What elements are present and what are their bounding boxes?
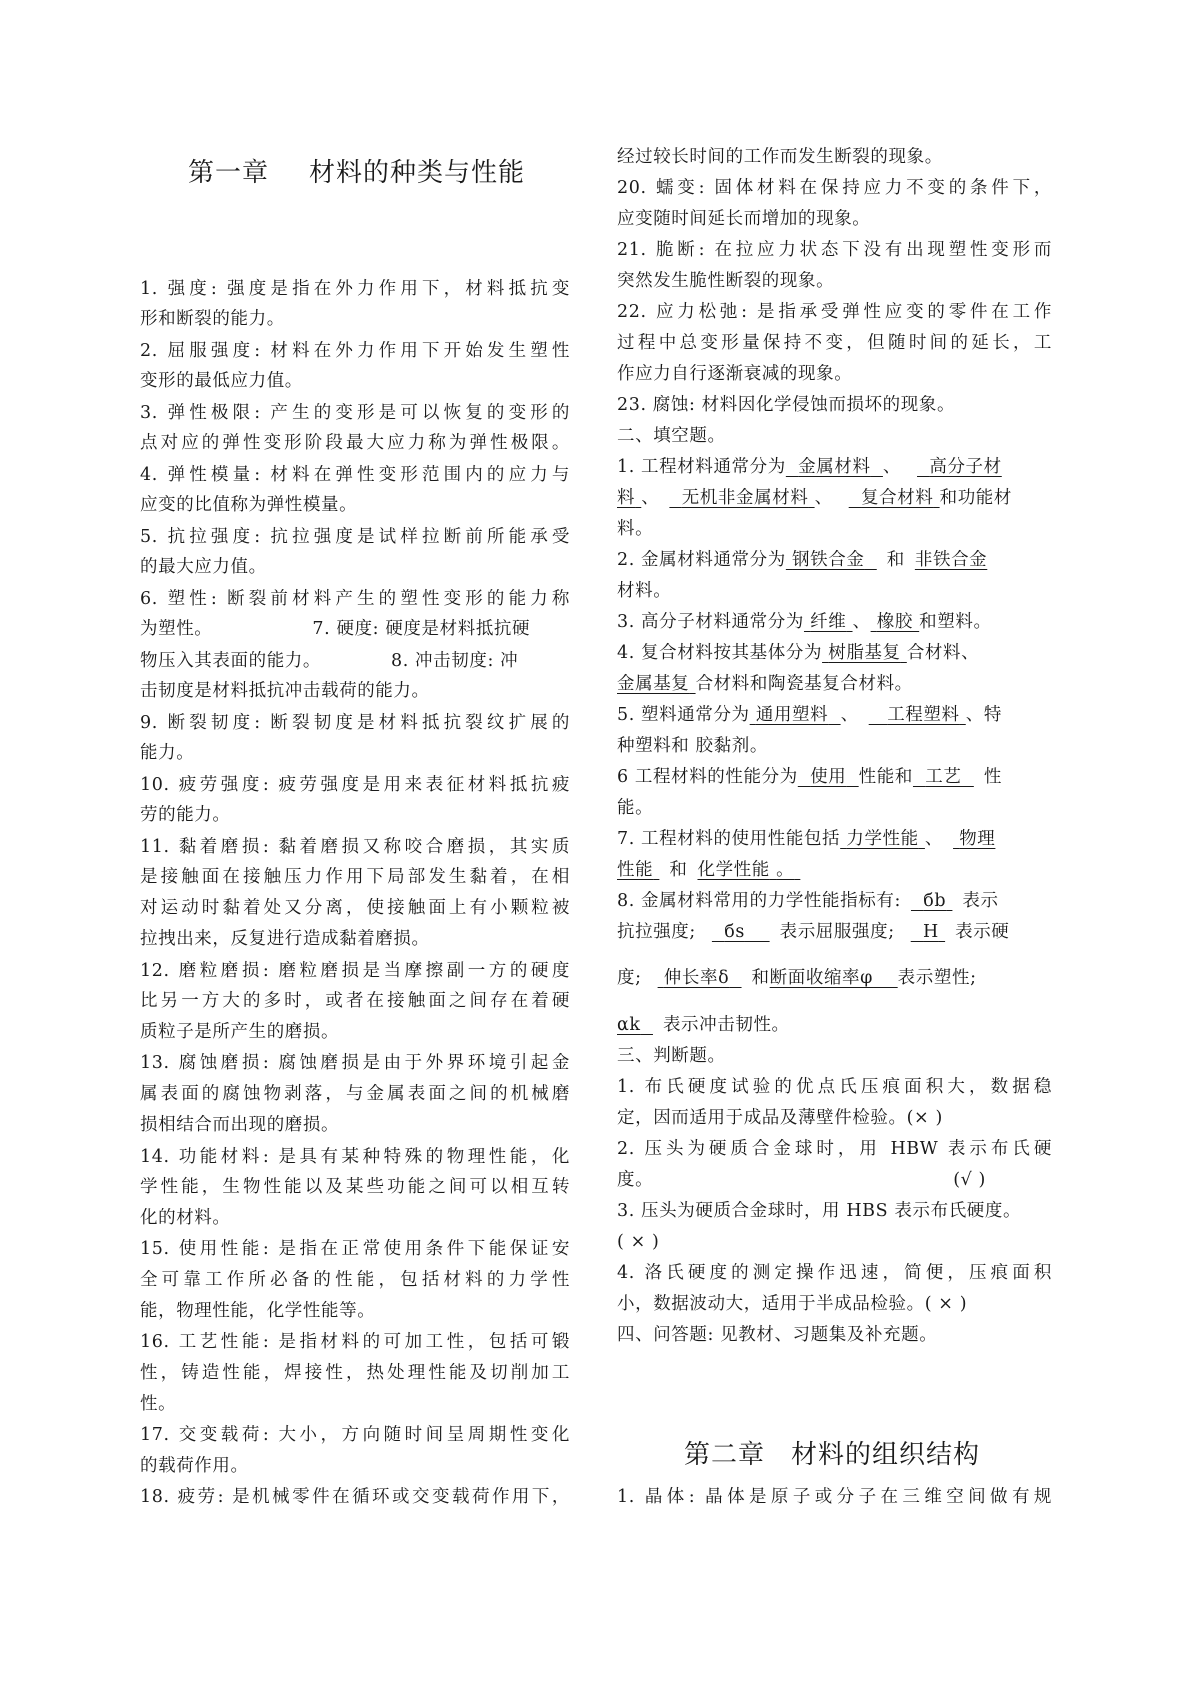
fill-q8-line2: 抗拉强度; бs 表示屈服强度; H 表示硬 — [617, 922, 1010, 942]
judge-line: 小，数据波动大，适用于半成品检验。( × ) — [617, 1294, 968, 1314]
fill-answer: H — [923, 922, 939, 942]
fill-answer: бb — [923, 891, 947, 911]
definition-line: 形和断裂的能力。 — [140, 309, 285, 329]
definition-line: 1. 强度: 强度是指在外力作用下，材料抵抗变 — [140, 279, 570, 299]
definition-line: 损相结合而出现的磨损。 — [140, 1115, 340, 1135]
definition-line: 经过较长时间的工作而发生断裂的现象。 — [617, 147, 943, 167]
definition-line: 能力。 — [140, 743, 195, 763]
fill-answer: 树脂基复 — [828, 643, 901, 663]
fill-q4-line1: 4. 复合材料按其基体分为 树脂基复 合材料、 — [617, 643, 980, 663]
fill-answer: 断面收缩率φ — [769, 968, 874, 988]
definition-line: 23. 腐蚀: 材料因化学侵蚀而损坏的现象。 — [617, 395, 956, 415]
definition-line: 比另一方大的多时，或者在接触面之间存在着硬 — [140, 991, 570, 1011]
fill-answer: 高分子材 — [929, 457, 1002, 477]
fill-q1-line3: 料。 — [617, 519, 654, 539]
fill-answer: 工程塑料 — [887, 705, 960, 725]
definition-line: 9. 断裂韧度: 断裂韧度是材料抵抗裂纹扩展的 — [140, 713, 570, 733]
judge-line: 度。 (√ ) — [617, 1170, 986, 1190]
definition-line: 12. 磨粒磨损: 磨粒磨损是当摩擦副一方的硬度 — [140, 961, 570, 981]
chapter2-title: 第二章 材料的组织结构 — [684, 1440, 981, 1470]
fill-q2-line1: 2. 金属材料通常分为 钢铁合金 和 非铁合金 — [617, 550, 988, 570]
fill-answer: 金属材料 — [798, 457, 871, 477]
fill-answer: 非铁合金 — [914, 550, 988, 570]
definition-line: 对运动时黏着处又分离，使接触面上有小颗粒被 — [140, 898, 570, 918]
fill-q3: 3. 高分子材料通常分为 纤维 、 橡胶 和塑料。 — [617, 612, 992, 632]
qa-line: 四、问答题: 见教材、习题集及补充题。 — [617, 1325, 938, 1345]
definition-line: 化的材料。 — [140, 1208, 231, 1228]
definition-line: 20. 蠕变: 固体材料在保持应力不变的条件下， — [617, 178, 1052, 198]
fill-answer: 物理 — [959, 829, 996, 849]
definition-line: 学性能，生物性能以及某些功能之间可以相互转 — [140, 1177, 570, 1197]
definition-line: 16. 工艺性能: 是指材料的可加工性，包括可锻 — [140, 1332, 570, 1352]
chapter2-first-line: 1. 晶体: 晶体是原子或分子在三维空间做有规 — [617, 1487, 1052, 1507]
definition-line: 能，物理性能，化学性能等。 — [140, 1301, 376, 1321]
definition-line: 性，铸造性能，焊接性，热处理性能及切削加工 — [140, 1363, 570, 1383]
definition-line: 2. 屈服强度: 材料在外力作用下开始发生塑性 — [140, 341, 570, 361]
fill-answer: 性能 — [617, 860, 654, 880]
definition-line: 17. 交变载荷: 大小，方向随时间呈周期性变化 — [140, 1425, 570, 1445]
definition-line: 的载荷作用。 — [140, 1456, 249, 1476]
definition-line: 点对应的弹性变形阶段最大应力称为弹性极限。 — [140, 433, 570, 453]
definition-line: 21. 脆断: 在拉应力状态下没有出现塑性变形而 — [617, 240, 1052, 260]
fill-q1-line2: 料 、 无机非金属材料 、 复合材料 和功能材 — [617, 488, 1013, 508]
fill-answer: бs — [724, 922, 745, 942]
definition-line: 作应力自行逐渐衰减的现象。 — [617, 364, 853, 384]
fill-answer: 使用 — [810, 767, 847, 787]
definition-line: 变形的最低应力值。 — [140, 371, 303, 391]
fill-answer: 复合材料 — [861, 488, 934, 508]
definition-line: 性。 — [140, 1394, 177, 1414]
definition-line: 应变随时间延长而增加的现象。 — [617, 209, 871, 229]
fill-q7-line2: 性能 和 化学性能 。 — [617, 858, 1052, 882]
judge-heading: 三、判断题。 — [617, 1046, 726, 1066]
fill-answer: αk — [617, 1015, 641, 1035]
fill-answer: 料 — [617, 488, 636, 508]
definition-line: 过程中总变形量保持不变，但随时间的延长，工 — [617, 333, 1052, 353]
judge-line: 定，因而适用于成品及薄壁件检验。(× ) — [617, 1108, 943, 1128]
judge-line: 1. 布氏硬度试验的优点氏压痕面积大，数据稳 — [617, 1077, 1052, 1097]
chapter1-title: 第一章 材料的种类与性能 — [188, 158, 526, 188]
definition-line: 为塑性。 7. 硬度: 硬度是材料抵抗硬 — [140, 619, 531, 639]
fill-answer: 力学性能 — [846, 829, 919, 849]
fill-q1-line1: 1. 工程材料通常分为 金属材料 、 高分子材 — [617, 457, 1002, 477]
definition-line: 物压入其表面的能力。 8. 冲击韧度: 冲 — [140, 651, 519, 671]
judge-line: 4. 洛氏硬度的测定操作迅速，简便，压痕面积 — [617, 1263, 1052, 1283]
fill-heading: 二、填空题。 — [617, 426, 726, 446]
judge-line: 3. 压头为硬质合金球时，用 HBS 表示布氏硬度。 — [617, 1201, 1022, 1221]
definition-line: 6. 塑性: 断裂前材料产生的塑性变形的能力称 — [140, 589, 570, 609]
fill-q8-line3: 度; 伸长率δ 和断面收缩率φ 表示塑性; — [617, 968, 977, 988]
fill-q4-line2: 金属基复 合材料和陶瓷基复合材料。 — [617, 674, 913, 694]
fill-q6-line2: 能。 — [617, 798, 654, 818]
definition-line: 全可靠工作所必备的性能，包括材料的力学性 — [140, 1270, 570, 1290]
definition-line: 4. 弹性模量: 材料在弹性变形范围内的应力与 — [140, 465, 570, 485]
fill-answer: 橡胶 — [876, 612, 913, 632]
fill-q5-line1: 5. 塑料通常分为 通用塑料 、 工程塑料 、特 — [617, 705, 1002, 725]
definition-line: 22. 应力松弛: 是指承受弹性应变的零件在工作 — [617, 302, 1052, 322]
fill-q2-line2: 材料。 — [617, 581, 672, 601]
definition-line: 10. 疲劳强度: 疲劳强度是用来表征材料抵抗疲 — [140, 775, 570, 795]
fill-q8-line4: αk 表示冲击韧性。 — [617, 1015, 790, 1035]
fill-answer: 化学性能 。 — [697, 860, 795, 880]
definition-line: 5. 抗拉强度: 抗拉强度是试样拉断前所能承受 — [140, 527, 570, 547]
fill-q5-line2: 种塑料和 胶黏剂。 — [617, 736, 768, 756]
definition-line: 15. 使用性能: 是指在正常使用条件下能保证安 — [140, 1239, 570, 1259]
fill-q8-line1: 8. 金属材料常用的力学性能指标有: бb 表示 — [617, 891, 999, 911]
fill-q6-line1: 6 工程材料的性能分为 使用 性能和 工艺 性 — [617, 767, 1002, 787]
definition-line: 突然发生脆性断裂的现象。 — [617, 271, 835, 291]
definition-line: 3. 弹性极限: 产生的变形是可以恢复的变形的 — [140, 403, 570, 423]
fill-q7-line1: 7. 工程材料的使用性能包括 力学性能 、 物理 — [617, 829, 996, 849]
fill-answer: 无机非金属材料 — [681, 488, 809, 508]
fill-answer: 金属基复 — [617, 674, 690, 694]
fill-answer: 工艺 — [925, 767, 962, 787]
definition-line: 击韧度是材料抵抗冲击载荷的能力。 — [140, 681, 430, 701]
judge-line: 2. 压头为硬质合金球时，用 HBW 表示布氏硬 — [617, 1139, 1052, 1159]
definition-line: 14. 功能材料: 是具有某种特殊的物理性能，化 — [140, 1147, 570, 1167]
definition-line: 是接触面在接触压力作用下局部发生黏着，在相 — [140, 867, 570, 887]
definition-line: 11. 黏着磨损: 黏着磨损又称咬合磨损，其实质 — [140, 837, 570, 857]
definition-line: 的最大应力值。 — [140, 557, 267, 577]
definition-line: 拉拽出来，反复进行造成黏着磨损。 — [140, 929, 430, 949]
definition-line: 13. 腐蚀磨损: 腐蚀磨损是由于外界环境引起金 — [140, 1053, 570, 1073]
definition-line: 18. 疲劳: 是机械零件在循环或交变载荷作用下， — [140, 1487, 570, 1507]
judge-line: ( × ) — [617, 1232, 660, 1252]
definition-line: 质粒子是所产生的磨损。 — [140, 1022, 340, 1042]
definition-line: 属表面的腐蚀物剥落，与金属表面之间的机械磨 — [140, 1084, 570, 1104]
fill-answer: 通用塑料 — [755, 705, 829, 725]
fill-answer: 纤维 — [810, 612, 847, 632]
definition-line: 应变的比值称为弹性模量。 — [140, 495, 358, 515]
fill-answer: 伸长率δ — [663, 968, 730, 988]
fill-answer: 钢铁合金 — [792, 550, 865, 570]
definition-line: 劳的能力。 — [140, 805, 231, 825]
